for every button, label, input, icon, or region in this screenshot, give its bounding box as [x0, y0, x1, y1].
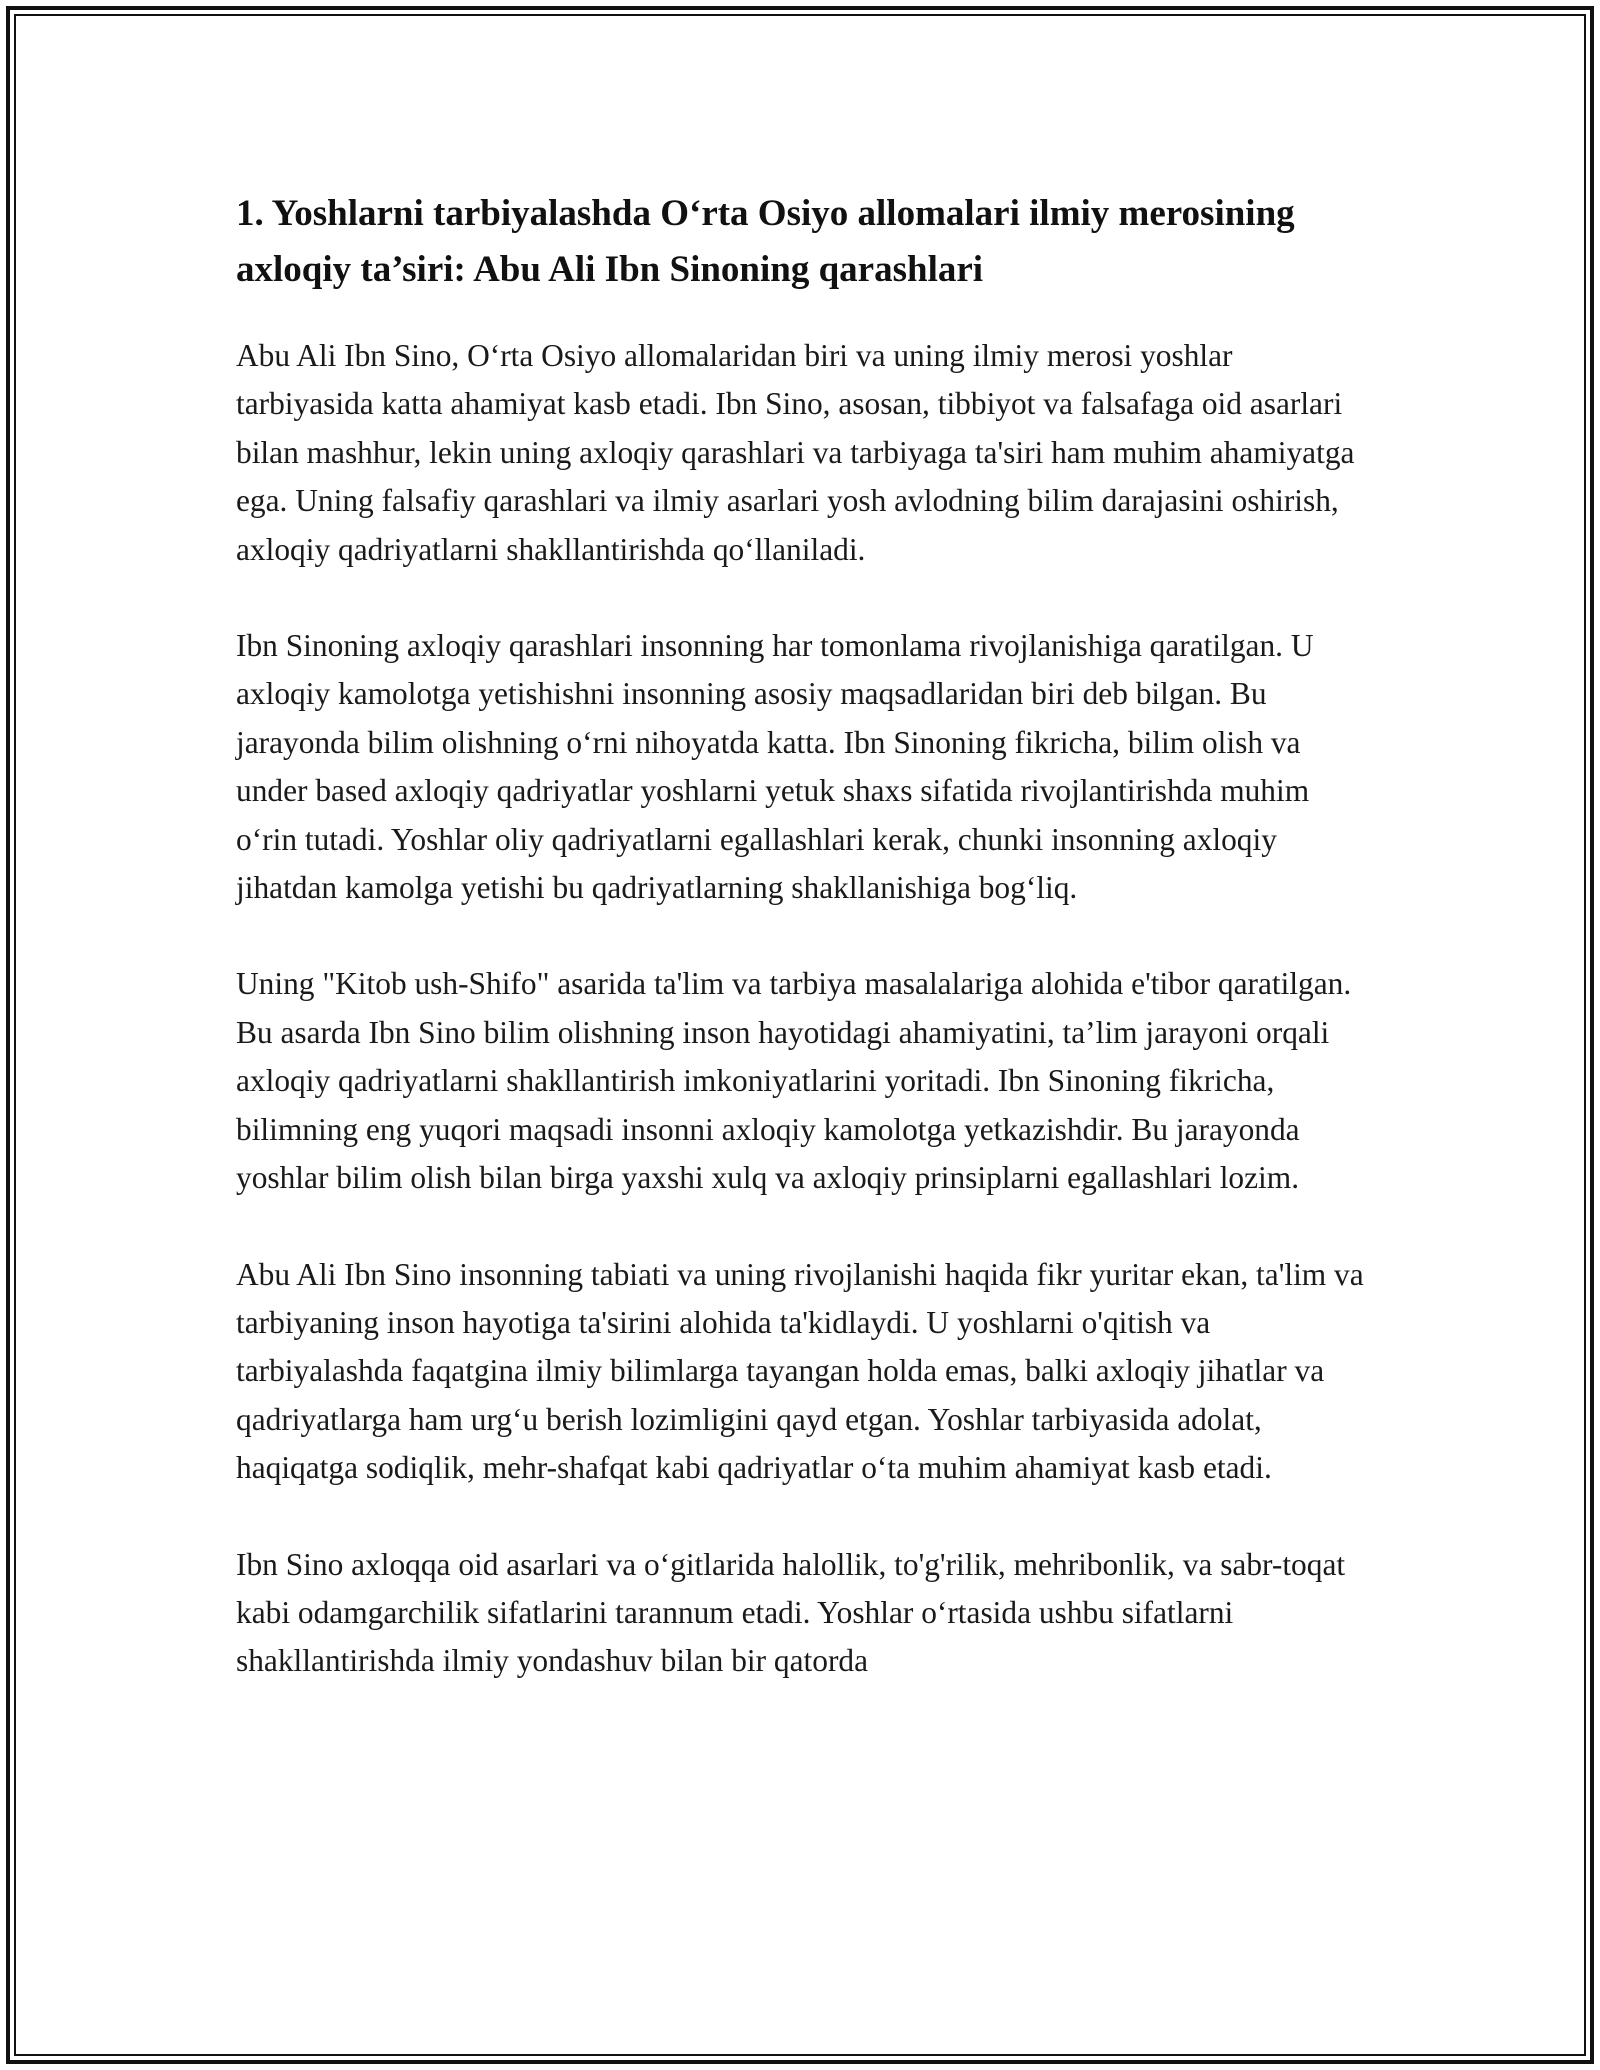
paragraph-4: Abu Ali Ibn Sino insonning tabiati va uning rivojlanishi haqida fikr yuritar ekan, ta'lim va tarbiyaning inson hayotiga ta'sirini alohida ta'kidlaydi. U yoshlarni o'qitish va tarbiyalashda faqatgina ilmiy bilimlarga tayangan holda emas, balki axloqiy jihatlar va qadriyatlarga ham urg‘u berish lozimligini qayd etgan. Yoshlar tarbiyasida adolat, haqiqatga sodiqlik, mehr-shafqat kabi qadriyatlar o‘ta muhim ahamiyat kasb etadi. [236, 1256, 1364, 1486]
paragraph-3: Uning "Kitob ush-Shifo" asarida ta'lim va tarbiya masalalariga alohida e'tibor qaratilgan. Bu asarda Ibn Sino bilim olishning inson hayotidagi ahamiyatini, ta’lim jarayoni orqali axloqiy qadriyatlarni shakllantirish imkoniyatlarini yoritadi. Ibn Sinoning fikricha, bilimning eng yuqori maqsadi insonni axloqiy kamolotga yetkazishdir. Bu jarayonda yoshlar bilim olish bilan birga yaxshi xulq va axloqiy prinsiplarni egallashlari lozim. [236, 966, 1352, 1196]
document-body [236, 186, 1376, 1686]
section-heading: 1. Yoshlarni tarbiyalashda O‘rta Osiyo allomalari ilmiy merosining axloqiy ta’siri: Abu Ali Ibn Sinoning qarashlari [236, 193, 1295, 290]
paragraph-2: Ibn Sinoning axloqiy qarashlari insonning har tomonlama rivojlanishiga qaratilgan. U axloqiy kamolotga yetishishni insonning asosiy maqsadlaridan biri deb bilgan. Bu jarayonda bilim olishning o‘rni nihoyatda katta. Ibn Sinoning fikricha, bilim olish va under based axloqiy qadriyatlar yoshlarni yetuk shaxs sifatida rivojlantirishda muhim o‘rin tutadi. Yoshlar oliy qadriyatlarni egallashlari kerak, chunki insonning axloqiy jihatdan kamolga yetishi bu qadriyatlarning shakllanishiga bog‘liq. [236, 628, 1314, 906]
paragraph-5: Ibn Sino axloqqa oid asarlari va o‘gitlarida halollik, to'g'rilik, mehribonlik, va sabr-toqat kabi odamgarchilik sifatlarini tarannum etadi. Yoshlar o‘rtasida ushbu sifatlarni shakllantirishda ilmiy yondashuv bilan bir qatorda [236, 1546, 1346, 1679]
paragraph-1: Abu Ali Ibn Sino, O‘rta Osiyo allomalaridan biri va uning ilmiy merosi yoshlar tarbiyasida katta ahamiyat kasb etadi. Ibn Sino, asosan, tibbiyot va falsafaga oid asarlari bilan mashhur, lekin uning axloqiy qarashlari va tarbiyaga ta'siri ham muhim ahamiyatga ega. Uning falsafiy qarashlari va ilmiy asarlari yosh avlodning bilim darajasini oshirish, axloqiy qadriyatlarni shakllantirishda qo‘llaniladi. [236, 338, 1355, 567]
